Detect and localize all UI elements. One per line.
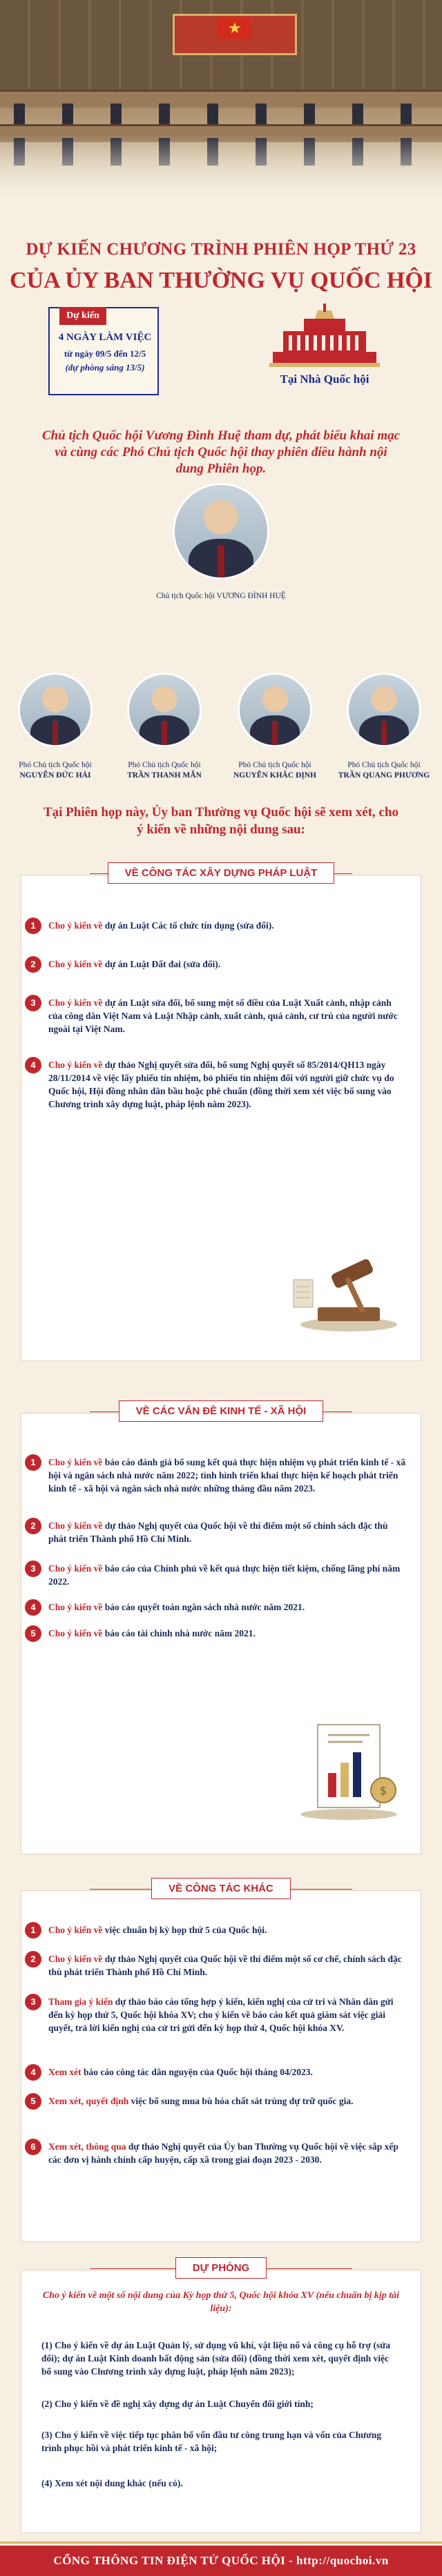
chairman-caption: Chủ tịch Quốc hội VƯƠNG ĐÌNH HUỆ bbox=[156, 592, 286, 600]
law-heading-label: VỀ CÔNG TÁC XÂY DỰNG PHÁP LUẬT bbox=[108, 862, 335, 884]
economy-item: Cho ý kiến về dự thảo Nghị quyết của Quốc hội về thí điểm một số chính sách đặc thù phát triển Thành phố Hồ Chí Minh. bbox=[48, 1520, 388, 1544]
economy-heading-label: VỀ CÁC VẤN ĐỀ KINH TẾ - XÃ HỘI bbox=[119, 1400, 324, 1422]
item-number: 2 bbox=[25, 1518, 41, 1534]
vice-chair-caption bbox=[223, 760, 327, 781]
law-item: Cho ý kiến về dự thảo Nghị quyết sửa đổi, bổ sung Nghị quyết số 85/2014/QH13 ngày 28/11/2014 về việc lấy phiếu tín nhiệm, bỏ phiếu tín nhiệm đối với người giữ chức vụ do Quốc hội, Hội đồng nhân dân bầu hoặc phê chuẩn (đồng thời xem xét việc bổ sung vào Chương trình xây dựng luật, pháp lệnh năm 2023). bbox=[48, 1060, 394, 1109]
other-section-heading bbox=[0, 1878, 442, 1899]
reserve-item: (3) Cho ý kiến về việc tiếp tục phân bổ vốn đầu tư công trung hạn và vốn của Chương trình phục hồi và phát triển kinh tế - xã hội; bbox=[41, 2430, 382, 2453]
vice-chair-portrait bbox=[238, 673, 312, 747]
economy-item: Cho ý kiến về báo cáo tài chính nhà nước năm 2021. bbox=[48, 1628, 256, 1638]
footer-link[interactable]: CỔNG THÔNG TIN ĐIỆN TỬ QUỐC HỘI - http://quochoi.vn bbox=[0, 2546, 442, 2576]
vice-chair-role: Phó Chủ tịch Quốc hội bbox=[128, 761, 201, 769]
reserve-intro: Cho ý kiến về một số nội dung của Kỳ họp thứ 5, Quốc hội khóa XV (nếu chuẩn bị kịp tài liệu): bbox=[42, 2290, 400, 2314]
item-number: 4 bbox=[25, 1057, 41, 1073]
reserve-item: (4) Xem xét nội dung khác (nếu có). bbox=[41, 2478, 183, 2488]
other-item: Cho ý kiến về dự thảo Nghị quyết của Quốc hội về thí điểm một số cơ chế, chính sách đặc thù phát triển Thành phố Hồ Chí Minh. bbox=[48, 1954, 402, 1977]
hero-fade bbox=[0, 135, 442, 197]
reserve-item: (2) Cho ý kiến về đề nghị xây dựng dự án Luật Chuyển đổi giới tính; bbox=[41, 2399, 314, 2409]
item-number: 1 bbox=[25, 918, 41, 934]
reserve-item: (1) Cho ý kiến về dự án Luật Quản lý, sử dụng vũ khí, vật liệu nổ và công cụ hỗ trợ (sửa đổi); dự án Luật Kinh doanh bất động sản (sửa đổi) (đồng thời xem xét, quyết định việc bổ sung vào Chương trình xây dựng luật, pháp lệnh năm 2023); bbox=[41, 2340, 391, 2377]
parliament-building-icon bbox=[262, 304, 387, 369]
vice-chair-portrait bbox=[347, 673, 421, 747]
reserve-heading-label: DỰ PHÒNG bbox=[175, 2257, 267, 2279]
economy-item: Cho ý kiến về báo cáo của Chính phủ về kết quả thực hiện tiết kiệm, chống lãng phí năm 2022. bbox=[48, 1563, 401, 1587]
other-item: Xem xét báo cáo công tác dân nguyện của Quốc hội tháng 04/2023. bbox=[48, 2067, 313, 2077]
item-number: 2 bbox=[25, 956, 41, 973]
item-number: 1 bbox=[25, 1454, 41, 1471]
law-item: Cho ý kiến về dự án Luật Các tổ chức tín dụng (sửa đổi). bbox=[48, 920, 274, 931]
item-number: 6 bbox=[25, 2139, 41, 2155]
other-item: Xem xét, thông qua dự thảo Nghị quyết của Ủy ban Thường vụ Quốc hội về việc sắp xếp các đơn vị hành chính cấp huyện, cấp xã trong giai đoạn 2023 - 2030. bbox=[48, 2141, 398, 2165]
item-number: 5 bbox=[25, 1625, 41, 1642]
schedule-tag: Dự kiến bbox=[59, 307, 106, 325]
vice-chair-role: Phó Chủ tịch Quốc hội bbox=[347, 761, 421, 769]
other-item: Tham gia ý kiến dự thảo báo cáo tổng hợp ý kiến, kiến nghị của cử tri và Nhân dân gửi đến kỳ họp thứ 5, Quốc hội khóa XV; cho ý kiến về báo cáo kết quả giám sát việc giải quyết, trả lời kiến nghị của cử tri gửi đến kỳ họp thứ 4, Quốc hội khóa XV. bbox=[48, 1997, 394, 2033]
vice-chair-caption bbox=[3, 760, 107, 781]
item-number: 3 bbox=[25, 995, 41, 1011]
item-number: 5 bbox=[25, 2093, 41, 2110]
lead-text: Tại Phiên họp này, Ủy ban Thường vụ Quốc hội sẽ xem xét, cho ý kiến về những nội dung sau: bbox=[43, 805, 399, 837]
vice-chair-name: NGUYỄN KHẮC ĐỊNH bbox=[233, 771, 317, 780]
item-number: 2 bbox=[25, 1951, 41, 1968]
schedule-reserve: (dự phòng sáng 13/5) bbox=[65, 362, 145, 373]
item-number: 4 bbox=[25, 2064, 41, 2081]
vice-chair-caption bbox=[332, 760, 436, 781]
page-title: DỰ KIẾN CHƯƠNG TRÌNH PHIÊN HỌP THỨ 23 bbox=[26, 240, 416, 259]
schedule-box bbox=[48, 307, 159, 395]
gavel-illustration-icon bbox=[290, 1252, 407, 1335]
finance-report-illustration-icon bbox=[290, 1718, 407, 1821]
vice-chair-name: NGUYỄN ĐỨC HẢI bbox=[19, 771, 91, 780]
law-item: Cho ý kiến về dự án Luật Đất đai (sửa đổi). bbox=[48, 959, 221, 969]
item-number: 1 bbox=[25, 1922, 41, 1939]
item-number: 3 bbox=[25, 1994, 41, 2010]
intro-text: Chủ tịch Quốc hội Vương Đình Huệ tham dự, phát biểu khai mạc và cùng các Phó Chủ tịch Quốc hội thay phiên điều hành nội dung Phiên họp. bbox=[41, 428, 401, 476]
other-item: Xem xét, quyết định việc bổ sung mua bù hóa chất sát trùng dự trữ quốc gia. bbox=[48, 2096, 354, 2106]
vice-chair-name: TRẦN THANH MẪN bbox=[127, 771, 202, 780]
economy-item: Cho ý kiến về báo cáo đánh giá bổ sung kết quả thực hiện nhiệm vụ phát triển kinh tế - xã hội và ngân sách nhà nước năm 2022; tình hình triển khai thực hiện kế hoạch phát triển kinh tế - xã hội và ngân sách nhà nước những tháng đầu năm 2023. bbox=[48, 1457, 406, 1494]
page-subtitle: CỦA ỦY BAN THƯỜNG VỤ QUỐC HỘI bbox=[9, 268, 433, 293]
schedule-duration: 4 NGÀY LÀM VIỆC bbox=[58, 332, 152, 343]
vice-chair-portrait bbox=[127, 673, 202, 747]
other-item: Cho ý kiến về việc chuẩn bị kỳ họp thứ 5 của Quốc hội. bbox=[48, 1925, 267, 1935]
schedule-dates: từ ngày 09/5 đến 12/5 bbox=[64, 348, 146, 359]
economy-section-heading bbox=[0, 1400, 442, 1422]
item-number: 4 bbox=[25, 1599, 41, 1616]
chairman-portrait bbox=[173, 483, 269, 579]
vice-chair-name: TRẦN QUANG PHƯƠNG bbox=[338, 771, 430, 780]
vice-chair-role: Phó Chủ tịch Quốc hội bbox=[19, 761, 92, 769]
vice-chair-portrait bbox=[18, 673, 93, 747]
economy-item: Cho ý kiến về báo cáo quyết toán ngân sách nhà nước năm 2021. bbox=[48, 1602, 305, 1612]
hero-photo bbox=[0, 0, 442, 197]
vice-chair-role: Phó Chủ tịch Quốc hội bbox=[238, 761, 311, 769]
svg-text:$: $ bbox=[379, 1784, 387, 1797]
other-heading-label: VỀ CÔNG TÁC KHÁC bbox=[151, 1878, 291, 1899]
law-item: Cho ý kiến về dự án Luật sửa đổi, bổ sung một số điều của Luật Xuất cảnh, nhập cảnh của công dân Việt Nam và Luật Nhập cảnh, xuất cảnh, quá cảnh, cư trú của người nước ngoài tại Việt Nam. bbox=[48, 998, 398, 1034]
item-number: 3 bbox=[25, 1561, 41, 1577]
law-section-heading bbox=[0, 862, 442, 884]
reserve-section-heading bbox=[0, 2257, 442, 2279]
flag-icon bbox=[218, 18, 251, 39]
footer-divider bbox=[0, 2542, 442, 2544]
vice-chair-caption bbox=[113, 760, 216, 781]
location-label: Tại Nhà Quốc hội bbox=[280, 373, 369, 386]
